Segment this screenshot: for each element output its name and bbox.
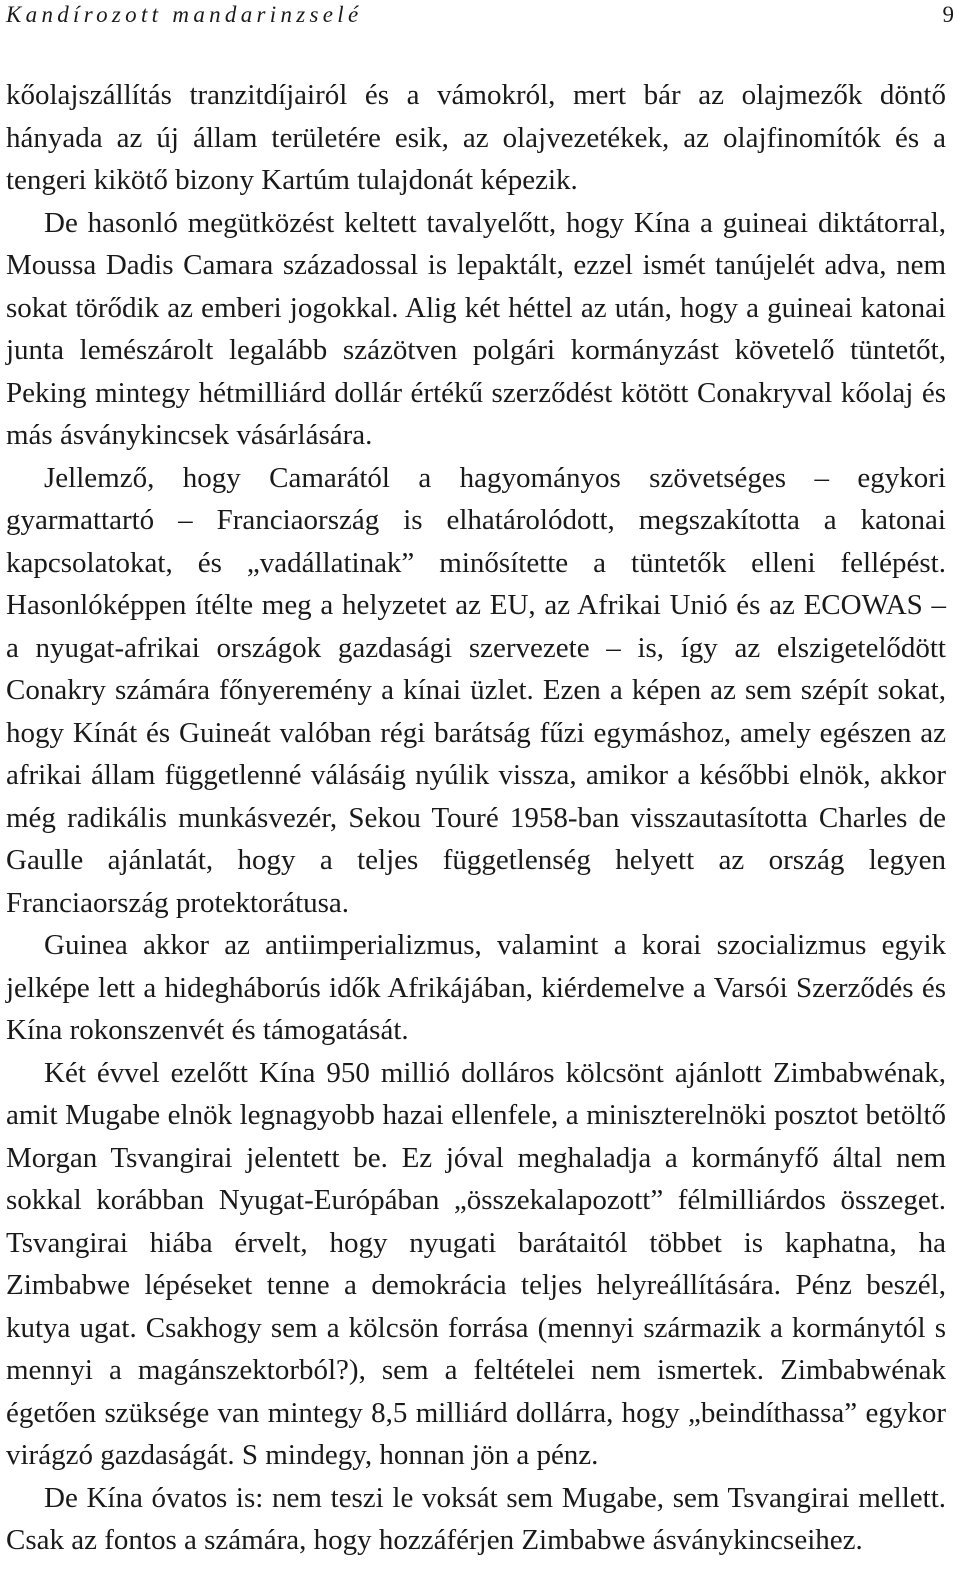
page-number: 9 [942,2,954,27]
paragraph: Guinea akkor az antiimperializmus, valamint a korai szocializmus egyik jelképe lett a hidegháborús idők Afrikájában, kiérdemelve a Varsói Szerződés és Kína rokonszenvét és támogatását. [6,929,946,1046]
paragraph-continuation: kőolajszállítás tranzitdíjairól és a vámokról, mert bár az olajmezők döntő hányada az új állam területére esik, az olajvezetékek, az olajfinomítók és a tengeri kikötő bizony Kartúm tulajdonát képezik. [6,79,946,196]
running-title: Kandírozott mandarinzselé [6,2,363,27]
paragraph: Jellemző, hogy Camarától a hagyományos szövetséges – egykori gyarmattartó – Franciaország is elhatárolódott, megszakította a katonai kapcsolatokat, és „vadállatinak” minősítette a tüntetők elleni fellépést. Hasonlóképpen ítélte meg a helyzetet az EU, az Afrikai Unió és az ECOWAS – a nyugat-afrikai országok gazdasági szervezete – is, így az elszigetelődött Conakry számára főnyeremény a kínai üzlet. Ezen a képen az sem szépít sokat, hogy Kínát és Guineát valóban régi barátság fűzi egymáshoz, amely egészen az afrikai állam függetlenné válásáig nyúlik vissza, amikor a későbbi elnök, akkor még radikális munkásvezér, Sekou Touré 1958-ban visszautasította Charles de Gaulle ajánlatát, hogy a teljes függetlenség helyett az ország legyen Franciaország protektorátusa. [6,461,946,919]
body-text [6,74,946,1562]
running-header [6,0,954,30]
paragraph: De Kína óvatos is: nem teszi le voksát sem Mugabe, sem Tsvangirai mellett. Csak az fontos a számára, hogy hozzáférjen Zimbabwe ásványkincseihez. [6,1481,946,1556]
paragraph: De hasonló megütközést keltett tavalyelőtt, hogy Kína a guineai diktátorral, Moussa Dadis Camara századossal is lepaktált, ezzel ismét tanújelét adva, nem sokat törődik az emberi jogokkal. Alig két héttel az után, hogy a guineai katonai junta lemészárolt legalább százötven polgári kormányzást követelő tüntetőt, Peking mintegy hétmilliárd dollár értékű szerződést kötött Conakryval kőolaj és más ásványkincsek vásárlására. [6,206,946,451]
paragraph: Két évvel ezelőtt Kína 950 millió dolláros kölcsönt ajánlott Zimbabwénak, amit Mugabe elnök legnagyobb hazai ellenfele, a miniszterelnöki posztot betöltő Morgan Tsvangirai jelentett be. Ez jóval meghaladja a kormányfő által nem sokkal korábban Nyugat-Európában „összekalapozott” félmilliárdos összeget. Tsvangirai hiába érvelt, hogy nyugati barátaitól többet is kaphatna, ha Zimbabwe lépéseket tenne a demokrácia teljes helyreállítására. Pénz beszél, kutya ugat. Csakhogy sem a kölcsön forrása (mennyi származik a kormánytól s mennyi a magánszektorból?), sem a feltételei nem ismertek. Zimbabwénak égetően szüksége van mintegy 8,5 milliárd dollárra, hogy „beindíthassa” egykor virágzó gazdaságát. S mindegy, honnan jön a pénz. [6,1056,946,1471]
